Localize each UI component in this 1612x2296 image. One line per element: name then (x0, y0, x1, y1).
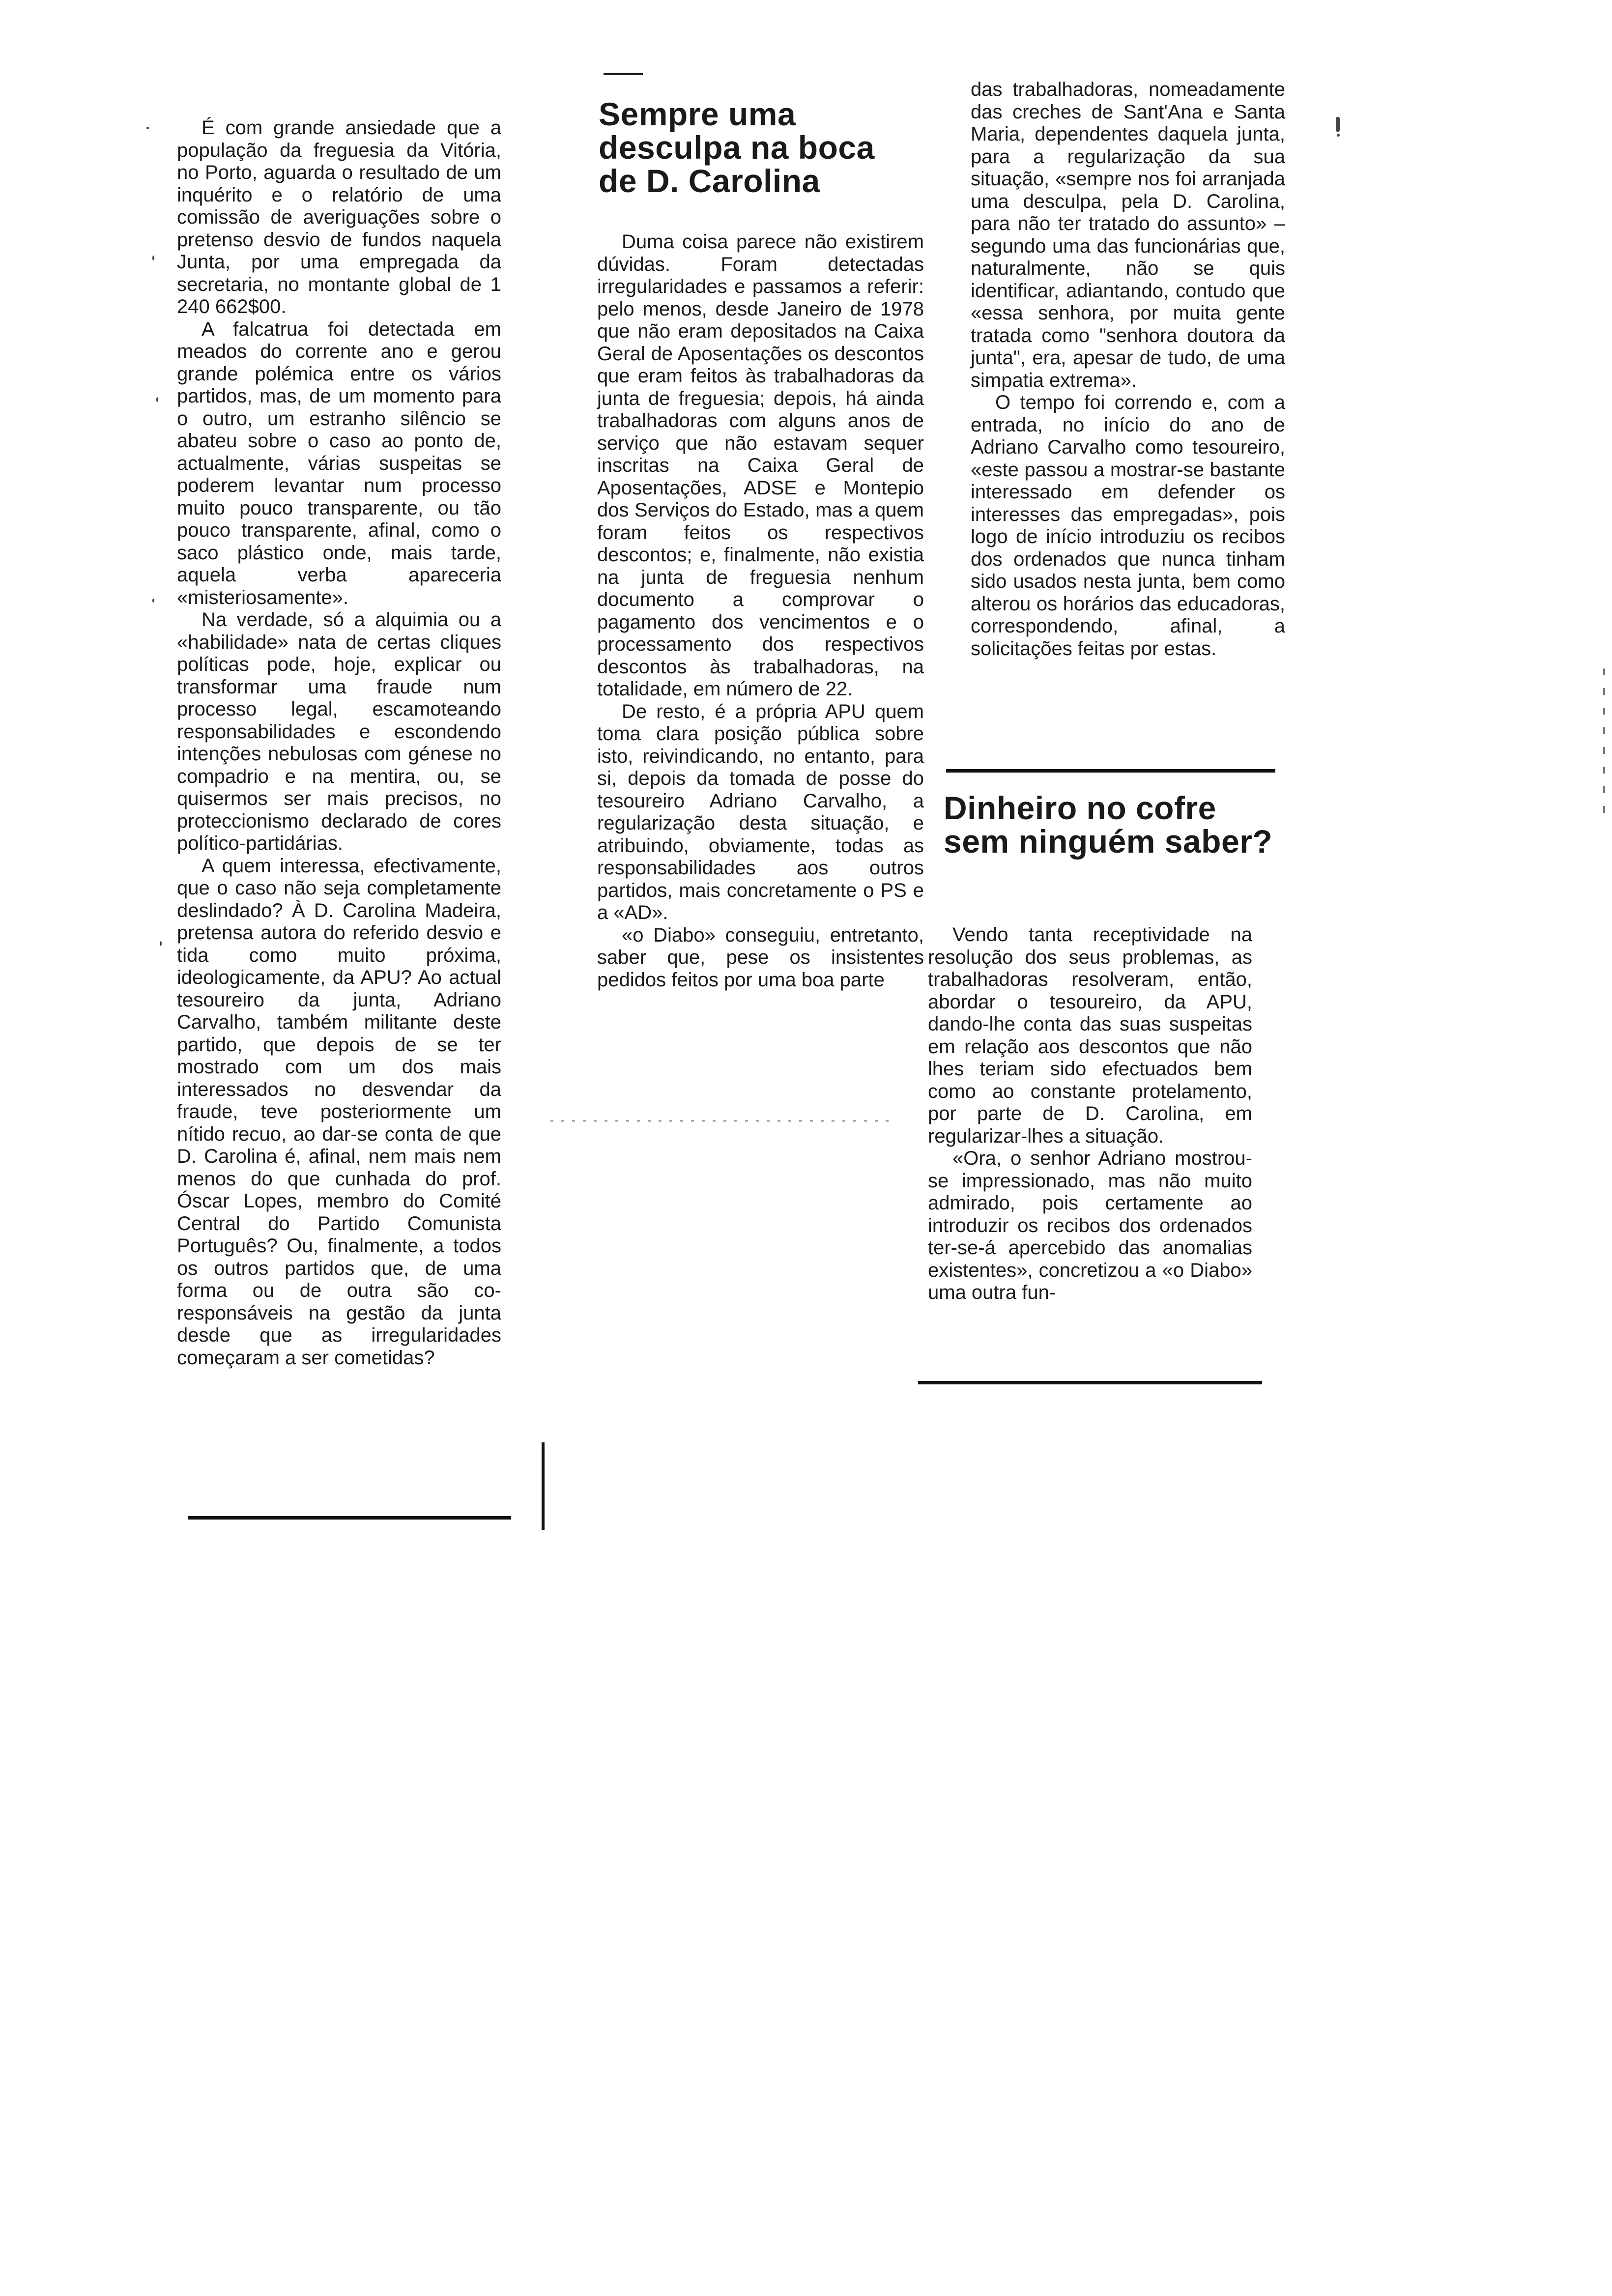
paragraph: De resto, é a própria APU quem toma clara posição pública sobre isto, reivindicando, no entanto, para si, depois da tomada de posse do tesoureiro Adriano Carvalho, a regularização desta situação, e atribuindo, obviamente, todas as responsabilidades aos outros partidos, mais concretamente o PS e a «AD». (597, 700, 924, 923)
scan-speck (156, 397, 158, 402)
top-dash (604, 73, 643, 75)
section-rule (946, 769, 1275, 773)
headline-middle: Sempre uma desculpa na boca de D. Carolina (599, 96, 875, 199)
paragraph: «Ora, o senhor Adriano mostrou-se impressionado, mas não muito admirado, pois certamente ao introduzir os recibos dos ordenados ter-se-á apercebido das anomalias existentes», concretizou a «o Diabo» uma outra fun- (928, 1148, 1252, 1303)
headline-right: Dinheiro no cofre sem ninguém saber? (944, 790, 1273, 860)
paragraph: Duma coisa parece não existirem dúvidas. Foram detectadas irregularidades e passamos a referir: pelo menos, desde Janeiro de 1978 que não eram depositados na Caixa Geral de Aposentações os descontos que eram feitos às trabalhadoras da junta de freguesia; depois, há ainda trabalhadoras com alguns anos de serviço que não estavam sequer inscritas na Caixa Geral de Aposentações, ADSE e Montepio dos Serviços do Estado, mas a quem foram feitos os respectivos descontos; e, finalmente, não existia na junta de freguesia nenhum documento a comprovar o pagamento dos vencimentos e o processamento dos respectivos descontos às trabalhadoras, na totalidade, em número de 22. (597, 231, 924, 700)
paragraph: O tempo foi correndo e, com a entrada, no início do ano de Adriano Carvalho como tesoureiro, «este passou a mostrar-se bastante interessado em defender os interesses das empregadas», pois logo de início introduziu os recibos dos ordenados que nunca tinham sido usados nesta junta, bem como alterou os horários das educadoras, correspondendo, afinal, a solicitações feitas por estas. (971, 392, 1285, 660)
scan-speck (160, 941, 162, 946)
scan-speck (1336, 117, 1340, 132)
vertical-rule (542, 1442, 545, 1530)
paragraph: A quem interessa, efectivamente, que o caso não seja completamente deslindado? À D. Carolina Madeira, pretensa autora do referido desvio e tida como muito próxima, ideologicamente, da APU? Ao actual tesoureiro da junta, Adriano Carvalho, também militante deste partido, que depois de se ter mostrado com um dos mais interessados no desvendar da fraude, teve posteriormente um nítido recuo, ao dar-se conta de que D. Carolina é, afinal, nem mais nem menos do que cunhada do prof. Óscar Lopes, membro do Comité Central do Partido Comunista Português? Ou, finalmente, a todos os outros partidos que, de uma forma ou de outra são co-responsáveis na gestão da junta desde que as irregularidades começaram a ser cometidas? (177, 855, 501, 1369)
headline-right-block (944, 791, 1288, 858)
column-end-rule (918, 1381, 1262, 1384)
paragraph: É com grande ansiedade que a população da freguesia da Vitória, no Porto, aguarda o resultado de um inquérito e o relatório de uma comissão de averiguações sobre o pretenso desvio de fundos naquela Junta, por uma empregada da secretaria, no montante global de 1 240 662$00. (177, 117, 501, 317)
scan-speck (152, 256, 154, 260)
scan-speck (1603, 668, 1605, 826)
paragraph: Vendo tanta receptividade na resolução dos seus problemas, as trabalhadoras resolveram, então, abordar o tesoureiro, da APU, dando-lhe conta das suas suspeitas em relação aos descontos que não lhes teriam sido efectuados bem como ao constante protelamento, por parte de D. Carolina, em regularizar-lhes a situação. (928, 924, 1252, 1147)
right-column-top (971, 79, 1285, 660)
dotted-end-mark (550, 1120, 894, 1121)
left-column (177, 117, 501, 1369)
paragraph: A falcatrua foi detectada em meados do corrente ano e gerou grande polémica entre os vários partidos, mas, de um momento para o outro, um estranho silêncio se abateu sobre o caso ao ponto de, actualmente, várias suspeitas se poderem levantar num processo muito pouco transparente, ou tão pouco transparente, afinal, como o saco plástico onde, mais tarde, aquela verba apareceria «misteriosamente». (177, 318, 501, 608)
headline-middle-block (599, 97, 913, 198)
scan-speck (1337, 134, 1340, 137)
right-column-bottom (928, 924, 1252, 1304)
scan-speck (152, 599, 154, 603)
column-end-rule (188, 1516, 511, 1520)
paragraph: das trabalhadoras, nomeadamente das creches de Sant'Ana e Santa Maria, dependentes daquela junta, para a regularização da sua situação, «sempre nos foi arranjada uma desculpa, pela D. Carolina, para não ter tratado do assunto» – segundo uma das funcionárias que, naturalmente, não se quis identificar, adiantando, contudo que «essa senhora, por muita gente tratada como "senhora doutora da junta", era, apesar de tudo, de uma simpatia extrema». (971, 79, 1285, 391)
paragraph: «o Diabo» conseguiu, entretanto, saber que, pese os insistentes pedidos feitos por uma boa parte (597, 924, 924, 991)
paragraph: Na verdade, só a alquimia ou a «habilidade» nata de certas cliques políticas pode, hoje, explicar ou transformar uma fraude num processo legal, escamoteando responsabilidades e escondendo intenções nebulosas com génese no compadrio e na mentira, ou, se quisermos ser mais precisos, no proteccionismo declarado de cores político-partidárias. (177, 609, 501, 854)
middle-column (597, 231, 924, 991)
scan-speck (146, 127, 149, 129)
